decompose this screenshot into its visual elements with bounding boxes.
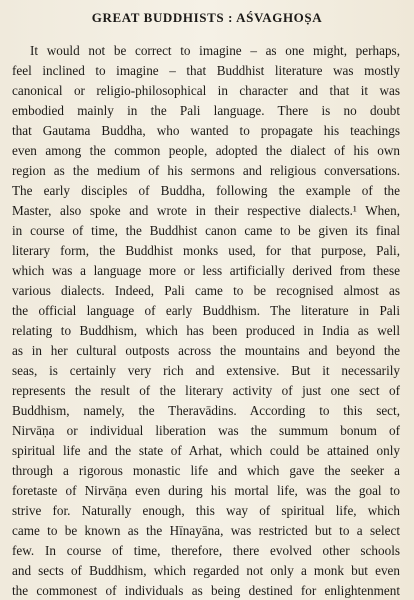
text-line: and sects of Buddhism, which regarded not only a monk but even	[12, 563, 400, 578]
text-line: seas, is certainly very rich and extensive. But it necessarily	[12, 363, 400, 378]
text-line: spiritual life and the state of Arhat, which could be attained only	[12, 443, 400, 458]
text-line: Master, also spoke and wrote in their respective dialects.¹ When,	[12, 203, 400, 218]
text-line: canonical or religio-philosophical in character and that it was	[12, 83, 400, 98]
text-line: that Gautama Buddha, who wanted to propagate his teachings	[12, 123, 400, 138]
text-line: through a rigorous monastic life and which gave the seeker a	[12, 463, 400, 478]
text-line: region as the medium of his sermons and religious conversations.	[12, 163, 400, 178]
text-line: embodied mainly in the Pali language. There is no doubt	[12, 103, 400, 118]
text-line: the commonest of individuals as being destined for enlightenment	[12, 583, 400, 598]
text-line: in course of time, the Buddhist canon came to be given its final	[12, 223, 400, 238]
text-line: even among the common people, adopted the dialect of his own	[12, 143, 400, 158]
text-line: feel inclined to imagine – that Buddhist literature was mostly	[12, 63, 400, 78]
text-line: as in her cultural outposts across the mountains and beyond the	[12, 343, 400, 358]
text-line: which was a language more or less artificially derived from these	[12, 263, 400, 278]
text-line: the official language of early Buddhism. The literature in Pali	[12, 303, 400, 318]
text-line: Buddhism, namely, the Theravādins. According to this sect,	[12, 403, 400, 418]
text-line: strive for. Naturally enough, this way of spiritual life, which	[12, 503, 400, 518]
text-line: Nirvāṇa or individual liberation was the summum bonum of	[12, 423, 400, 438]
text-line: literary form, the Buddhist monks used, for that purpose, Pali,	[12, 243, 400, 258]
text-line: It would not be correct to imagine – as one might, perhaps,	[30, 43, 400, 58]
text-line: The early disciples of Buddha, following the example of the	[12, 183, 400, 198]
text-line: various dialects. Indeed, Pali came to be recognised almost as	[12, 283, 400, 298]
text-line: few. In course of time, therefore, there evolved other schools	[12, 543, 400, 558]
text-line: relating to Buddhism, which has been produced in India as well	[12, 323, 400, 338]
text-line: foretaste of Nirvāṇa even during his mortal life, was the goal to	[12, 483, 400, 498]
running-header: GREAT BUDDHISTS : AŚVAGHOṢA	[91, 10, 323, 25]
text-line: came to be known as the Hīnayāna, was restricted but to a select	[12, 523, 400, 538]
text-line: represents the result of the literary activity of just one sect of	[12, 383, 400, 398]
